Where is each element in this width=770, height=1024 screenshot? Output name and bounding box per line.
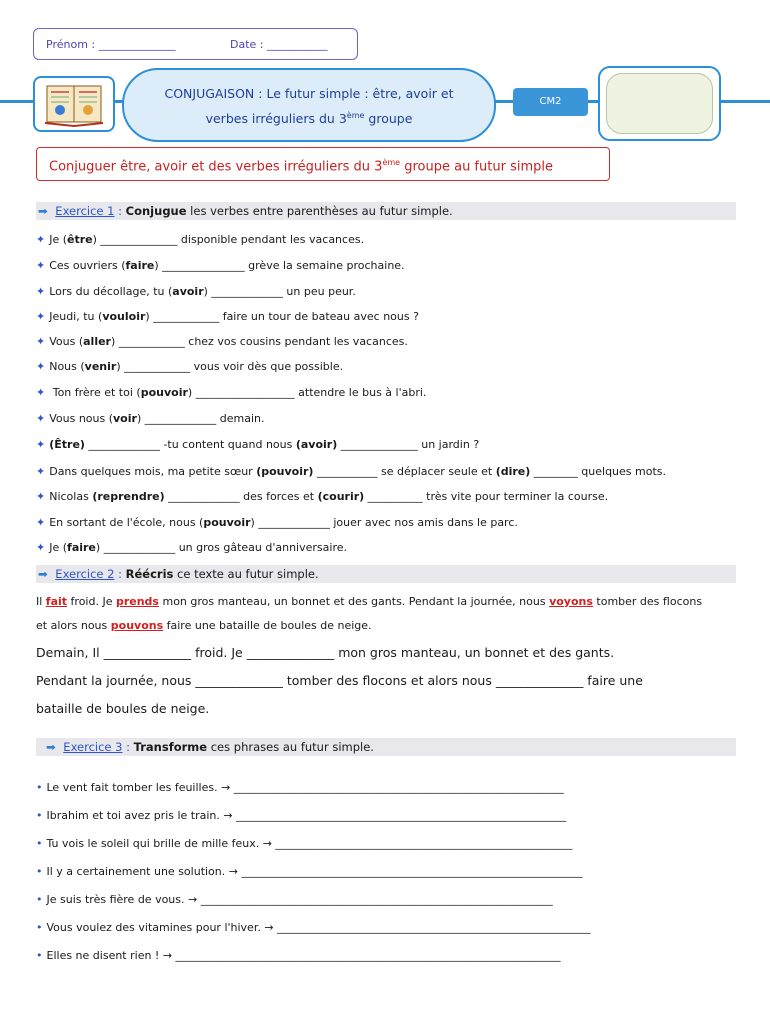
plus-icon: ✦ bbox=[36, 285, 46, 298]
bullet-icon: • bbox=[36, 865, 43, 878]
exercise-3-line[interactable]: • Je suis très fière de vous. → ________________________________________________________________ bbox=[36, 893, 553, 906]
bullet-icon: • bbox=[36, 921, 43, 934]
exercise-1-line[interactable]: ✦ Lors du décollage, tu (avoir) _____________ un peu peur. bbox=[36, 285, 356, 298]
arrow-icon: ➡ bbox=[38, 204, 48, 218]
plus-icon: ✦ bbox=[36, 360, 46, 373]
exercise-3-header: ➡ Exercice 3 : Transforme ces phrases au futur simple. bbox=[36, 738, 736, 756]
bullet-icon: • bbox=[36, 781, 43, 794]
exercise-3-line[interactable]: • Il y a certainement une solution. → ______________________________________________________________ bbox=[36, 865, 583, 878]
plus-icon: ✦ bbox=[36, 259, 46, 272]
exercise-3-line[interactable]: • Ibrahim et toi avez pris le train. → ____________________________________________________________ bbox=[36, 809, 567, 822]
exercise-2-rewrite-line-1[interactable]: Demain, Il ______________ froid. Je ______________ mon gros manteau, un bonnet et des gants. bbox=[36, 645, 615, 660]
objective-box: Conjuguer être, avoir et des verbes irréguliers du 3ème groupe au futur simple bbox=[36, 147, 610, 181]
exercise-3-line[interactable]: • Le vent fait tomber les feuilles. → ____________________________________________________________ bbox=[36, 781, 564, 794]
date-field[interactable]: Date : ___________ bbox=[230, 38, 328, 51]
bullet-icon: • bbox=[36, 809, 43, 822]
plus-icon: ✦ bbox=[36, 310, 46, 323]
bullet-icon: • bbox=[36, 837, 43, 850]
bullet-icon: • bbox=[36, 949, 43, 962]
exercise-1-line[interactable]: ✦ Ton frère et toi (pouvoir) __________________ attendre le bus à l'abri. bbox=[36, 386, 427, 399]
exercise-2-rewrite-line-3[interactable]: bataille de boules de neige. bbox=[36, 701, 210, 716]
exercise-1-line[interactable]: ✦ Ces ouvriers (faire) _______________ grève la semaine prochaine. bbox=[36, 259, 405, 272]
name-date-box bbox=[33, 28, 358, 60]
exercise-1-line[interactable]: ✦ Vous (aller) ____________ chez vos cousins pendant les vacances. bbox=[36, 335, 408, 348]
arrow-icon: ➡ bbox=[46, 740, 56, 754]
arrow-icon: ➡ bbox=[38, 567, 48, 581]
exercise-1-line[interactable]: ✦ Je (être) ______________ disponible pendant les vacances. bbox=[36, 233, 365, 246]
level-badge: CM2 bbox=[513, 88, 588, 116]
plus-icon: ✦ bbox=[36, 541, 46, 554]
exercise-2-rewrite-line-2[interactable]: Pendant la journée, nous ______________ tomber des flocons et alors nous ______________ faire une bbox=[36, 673, 643, 688]
exercise-1-line[interactable]: ✦ (Être) _____________ -tu content quand nous (avoir) ______________ un jardin ? bbox=[36, 438, 480, 451]
exercise-1-line[interactable]: ✦ Vous nous (voir) _____________ demain. bbox=[36, 412, 265, 425]
plus-icon: ✦ bbox=[36, 233, 46, 246]
bullet-icon: • bbox=[36, 893, 43, 906]
exercise-3-line[interactable]: • Vous voulez des vitamines pour l'hiver. → _________________________________________________________ bbox=[36, 921, 591, 934]
exercise-1-line[interactable]: ✦ Je (faire) _____________ un gros gâteau d'anniversaire. bbox=[36, 541, 347, 554]
score-area[interactable] bbox=[606, 73, 713, 134]
exercise-2-text-line-2: et alors nous pouvons faire une bataille de boules de neige. bbox=[36, 619, 372, 632]
title-line-1: CONJUGAISON : Le futur simple : être, avoir et bbox=[164, 86, 454, 101]
plus-icon: ✦ bbox=[36, 412, 46, 425]
plus-icon: ✦ bbox=[36, 386, 46, 399]
plus-icon: ✦ bbox=[36, 490, 46, 503]
exercise-3-line[interactable]: • Elles ne disent rien ! → ______________________________________________________________________ bbox=[36, 949, 561, 962]
exercise-3-line[interactable]: • Tu vois le soleil qui brille de mille feux. → ______________________________________________________ bbox=[36, 837, 573, 850]
title-line-2: verbes irréguliers du 3ème groupe bbox=[205, 111, 413, 127]
plus-icon: ✦ bbox=[36, 516, 46, 529]
exercise-1-line[interactable]: ✦ Dans quelques mois, ma petite sœur (pouvoir) ___________ se déplacer seule et (dire) ________ quelques mots. bbox=[36, 465, 667, 478]
plus-icon: ✦ bbox=[36, 438, 46, 451]
plus-icon: ✦ bbox=[36, 335, 46, 348]
exercise-1-header: ➡ Exercice 1 : Conjugue les verbes entre parenthèses au futur simple. bbox=[36, 202, 736, 220]
exercise-2-header: ➡ Exercice 2 : Réécris ce texte au futur simple. bbox=[36, 565, 736, 583]
exercise-1-line[interactable]: ✦ Nicolas (reprendre) _____________ des forces et (courir) __________ très vite pour terminer la course. bbox=[36, 490, 609, 503]
exercise-1-line[interactable]: ✦ En sortant de l'école, nous (pouvoir) _____________ jouer avec nos amis dans le parc. bbox=[36, 516, 518, 529]
exercise-1-line[interactable]: ✦ Jeudi, tu (vouloir) ____________ faire un tour de bateau avec nous ? bbox=[36, 310, 419, 323]
book-icon bbox=[33, 76, 115, 132]
plus-icon: ✦ bbox=[36, 465, 46, 478]
exercise-1-line[interactable]: ✦ Nous (venir) ____________ vous voir dès que possible. bbox=[36, 360, 344, 373]
exercise-2-text-line-1: Il fait froid. Je prends mon gros manteau, un bonnet et des gants. Pendant la journée, nous voyons tomber des flocons bbox=[36, 595, 703, 608]
prenom-field[interactable]: Prénom : ______________ bbox=[46, 38, 176, 51]
title-box bbox=[122, 68, 496, 142]
